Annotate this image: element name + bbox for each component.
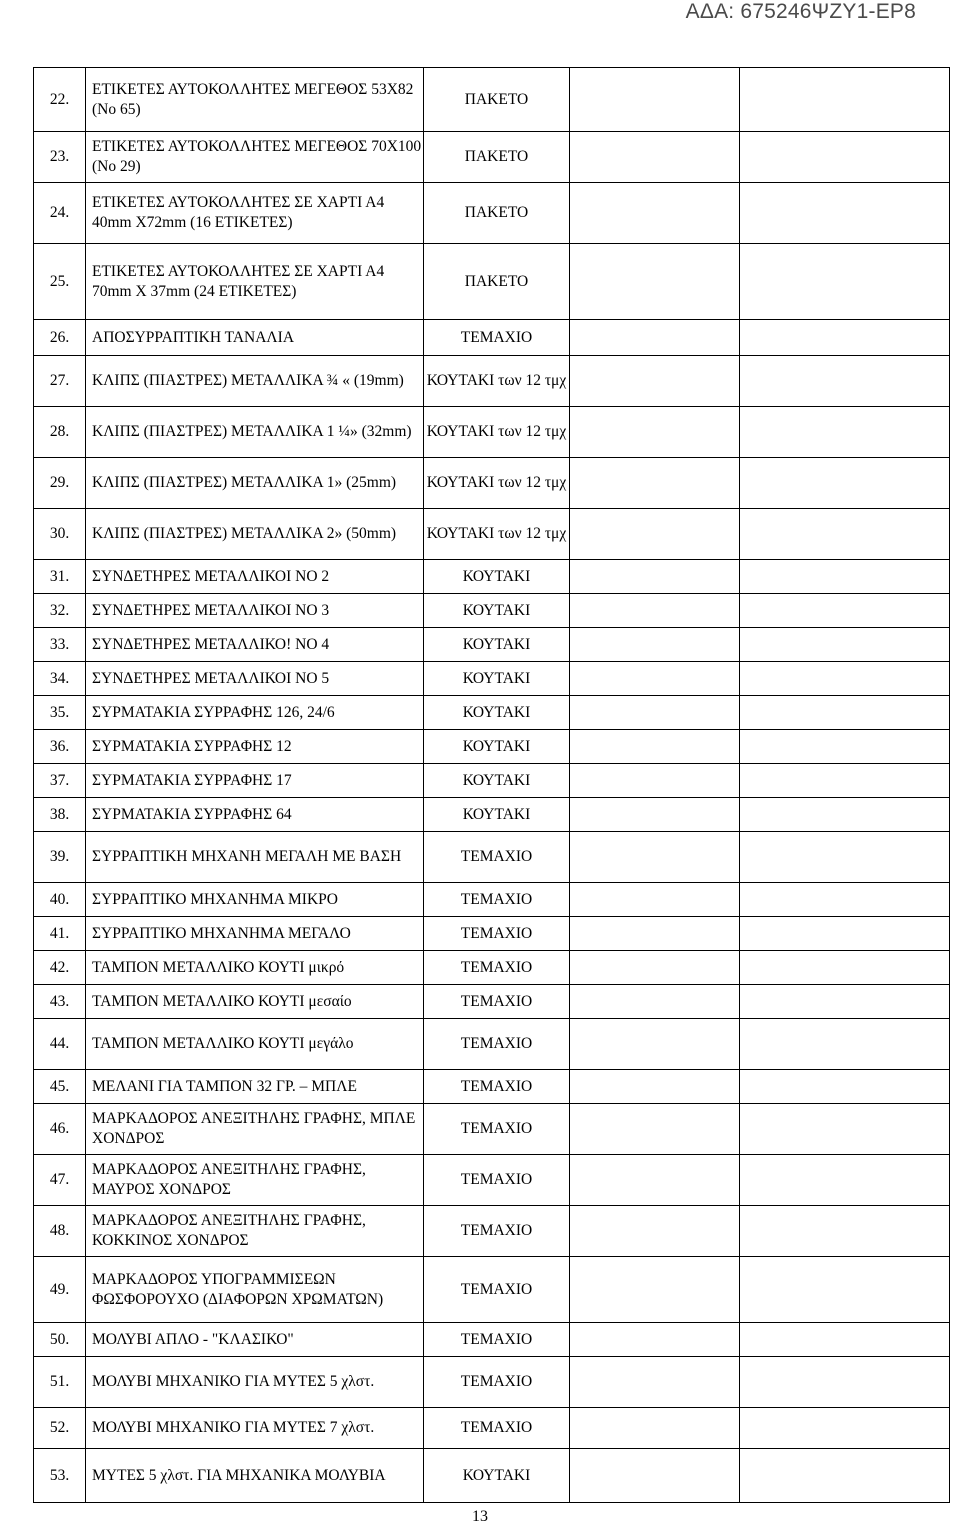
row-price xyxy=(740,1257,950,1323)
table-row xyxy=(34,917,950,951)
row-unit: ΠΑΚΕΤΟ xyxy=(424,132,570,183)
row-price xyxy=(740,832,950,883)
table-row xyxy=(34,132,950,183)
row-unit: ΚΟΥΤΑΚΙ xyxy=(424,730,570,764)
row-quantity xyxy=(570,183,740,244)
row-price xyxy=(740,730,950,764)
row-description: ΣΥΡΡΑΠΤΙΚΗ ΜΗΧΑΝΗ ΜΕΓΑΛΗ ΜΕ ΒΑΣΗ xyxy=(86,832,424,883)
table-row xyxy=(34,1019,950,1070)
row-quantity xyxy=(570,730,740,764)
table-row xyxy=(34,1206,950,1257)
row-description: ΜΟΛΥΒΙ ΜΗΧΑΝΙΚΟ ΓΙΑ ΜΥΤΕΣ 7 χλστ. xyxy=(86,1408,424,1449)
row-number: 27. xyxy=(34,356,86,407)
table-row xyxy=(34,832,950,883)
row-number: 45. xyxy=(34,1070,86,1104)
row-number: 48. xyxy=(34,1206,86,1257)
row-number: 23. xyxy=(34,132,86,183)
row-number: 35. xyxy=(34,696,86,730)
row-unit: ΤΕΜΑΧΙΟ xyxy=(424,1357,570,1408)
row-number: 39. xyxy=(34,832,86,883)
row-quantity xyxy=(570,798,740,832)
row-quantity xyxy=(570,560,740,594)
row-number: 33. xyxy=(34,628,86,662)
ada-code: ΑΔΑ: 675246ΨΖΥ1-ΕΡ8 xyxy=(685,0,916,23)
table-row xyxy=(34,320,950,356)
row-quantity xyxy=(570,1155,740,1206)
row-unit: ΤΕΜΑΧΙΟ xyxy=(424,832,570,883)
row-description: ΕΤΙΚΕΤΕΣ ΑΥΤΟΚΟΛΛΗΤΕΣ ΣΕ ΧΑΡΤΙ Α4 70mm X 37mm (24 ΕΤΙΚΕΤΕΣ) xyxy=(86,244,424,320)
row-number: 29. xyxy=(34,458,86,509)
row-quantity xyxy=(570,509,740,560)
row-description: ΣΥΡΜΑΤΑΚΙΑ ΣΥΡΡΑΦΗΣ 64 xyxy=(86,798,424,832)
row-number: 24. xyxy=(34,183,86,244)
row-description: ΣΥΡΜΑΤΑΚΙΑ ΣΥΡΡΑΦΗΣ 126, 24/6 xyxy=(86,696,424,730)
row-quantity xyxy=(570,320,740,356)
row-number: 52. xyxy=(34,1408,86,1449)
row-number: 51. xyxy=(34,1357,86,1408)
row-quantity xyxy=(570,1104,740,1155)
row-quantity xyxy=(570,594,740,628)
row-description: ΣΥΝΔΕΤΗΡΕΣ ΜΕΤΑΛΛΙΚΟΙ ΝΟ 3 xyxy=(86,594,424,628)
row-number: 47. xyxy=(34,1155,86,1206)
row-quantity xyxy=(570,132,740,183)
row-price xyxy=(740,1357,950,1408)
row-price xyxy=(740,883,950,917)
row-quantity xyxy=(570,696,740,730)
row-quantity xyxy=(570,1323,740,1357)
row-quantity xyxy=(570,917,740,951)
row-description: ΜΑΡΚΑΔΟΡΟΣ ΑΝΕΞΙΤΗΛΗΣ ΓΡΑΦΗΣ, ΚΟΚΚΙΝΟΣ ΧΟΝΔΡΟΣ xyxy=(86,1206,424,1257)
row-number: 25. xyxy=(34,244,86,320)
row-description: ΣΥΝΔΕΤΗΡΕΣ ΜΕΤΑΛΛΙΚΟΙ ΝΟ 5 xyxy=(86,662,424,696)
row-description: ΜΥΤΕΣ 5 χλστ. ΓΙΑ ΜΗΧΑΝΙΚΑ ΜΟΛΥΒΙΑ xyxy=(86,1449,424,1503)
row-unit: ΚΟΥΤΑΚΙ xyxy=(424,798,570,832)
row-price xyxy=(740,1070,950,1104)
row-price xyxy=(740,1206,950,1257)
table-row xyxy=(34,730,950,764)
row-unit: ΤΕΜΑΧΙΟ xyxy=(424,1408,570,1449)
row-price xyxy=(740,917,950,951)
row-quantity xyxy=(570,1408,740,1449)
row-price xyxy=(740,509,950,560)
row-quantity xyxy=(570,1206,740,1257)
table-row xyxy=(34,985,950,1019)
row-price xyxy=(740,560,950,594)
row-unit: ΚΟΥΤΑΚΙ xyxy=(424,560,570,594)
row-unit: ΚΟΥΤΑΚΙ xyxy=(424,764,570,798)
row-description: ΜΕΛΑΝΙ ΓΙΑ ΤΑΜΠΟΝ 32 ΓΡ. – ΜΠΛΕ xyxy=(86,1070,424,1104)
row-unit: ΤΕΜΑΧΙΟ xyxy=(424,883,570,917)
row-quantity xyxy=(570,244,740,320)
row-description: ΑΠΟΣΥΡΡΑΠΤΙΚΗ ΤΑΝΑΛΙΑ xyxy=(86,320,424,356)
table-row xyxy=(34,628,950,662)
table-row xyxy=(34,244,950,320)
row-unit: ΤΕΜΑΧΙΟ xyxy=(424,985,570,1019)
table-row xyxy=(34,1408,950,1449)
row-quantity xyxy=(570,1257,740,1323)
row-price xyxy=(740,1449,950,1503)
row-unit: ΚΟΥΤΑΚΙ xyxy=(424,696,570,730)
row-unit: ΚΟΥΤΑΚΙ των 12 τμχ xyxy=(424,458,570,509)
row-price xyxy=(740,798,950,832)
row-description: ΚΛΙΠΣ (ΠΙΑΣΤΡΕΣ) ΜΕΤΑΛΛΙΚΑ ¾ « (19mm) xyxy=(86,356,424,407)
page-number: 13 xyxy=(472,1508,488,1525)
row-number: 44. xyxy=(34,1019,86,1070)
row-description: ΚΛΙΠΣ (ΠΙΑΣΤΡΕΣ) ΜΕΤΑΛΛΙΚΑ 1 ¼» (32mm) xyxy=(86,407,424,458)
row-quantity xyxy=(570,356,740,407)
row-number: 50. xyxy=(34,1323,86,1357)
row-description: ΣΥΝΔΕΤΗΡΕΣ ΜΕΤΑΛΛΙΚΟΙ ΝΟ 2 xyxy=(86,560,424,594)
row-price xyxy=(740,696,950,730)
row-price xyxy=(740,764,950,798)
row-description: ΣΥΡΜΑΤΑΚΙΑ ΣΥΡΡΑΦΗΣ 17 xyxy=(86,764,424,798)
row-quantity xyxy=(570,68,740,132)
row-price xyxy=(740,594,950,628)
row-description: ΜΑΡΚΑΔΟΡΟΣ ΑΝΕΞΙΤΗΛΗΣ ΓΡΑΦΗΣ, ΜΑΥΡΟΣ ΧΟΝΔΡΟΣ xyxy=(86,1155,424,1206)
row-unit: ΠΑΚΕΤΟ xyxy=(424,68,570,132)
row-description: ΜΑΡΚΑΔΟΡΟΣ ΑΝΕΞΙΤΗΛΗΣ ΓΡΑΦΗΣ, ΜΠΛΕ ΧΟΝΔΡΟΣ xyxy=(86,1104,424,1155)
row-price xyxy=(740,356,950,407)
row-number: 37. xyxy=(34,764,86,798)
row-price xyxy=(740,1408,950,1449)
row-number: 49. xyxy=(34,1257,86,1323)
row-unit: ΚΟΥΤΑΚΙ xyxy=(424,1449,570,1503)
table-row xyxy=(34,662,950,696)
row-price xyxy=(740,951,950,985)
row-unit: ΤΕΜΑΧΙΟ xyxy=(424,1257,570,1323)
row-price xyxy=(740,244,950,320)
table-row xyxy=(34,509,950,560)
row-quantity xyxy=(570,764,740,798)
table-row xyxy=(34,356,950,407)
row-price xyxy=(740,132,950,183)
row-quantity xyxy=(570,1357,740,1408)
table-row xyxy=(34,594,950,628)
table-row xyxy=(34,764,950,798)
row-number: 32. xyxy=(34,594,86,628)
row-description: ΣΥΡΡΑΠΤΙΚΟ ΜΗΧΑΝΗΜΑ ΜΕΓΑΛΟ xyxy=(86,917,424,951)
row-unit: ΚΟΥΤΑΚΙ xyxy=(424,662,570,696)
row-number: 30. xyxy=(34,509,86,560)
row-unit: ΤΕΜΑΧΙΟ xyxy=(424,320,570,356)
row-price xyxy=(740,662,950,696)
table-row xyxy=(34,68,950,132)
row-price xyxy=(740,1323,950,1357)
row-price xyxy=(740,628,950,662)
row-number: 36. xyxy=(34,730,86,764)
row-description: ΤΑΜΠΟΝ ΜΕΤΑΛΛΙΚΟ ΚΟΥΤΙ μεγάλο xyxy=(86,1019,424,1070)
table-row xyxy=(34,1357,950,1408)
row-price xyxy=(740,320,950,356)
row-description: ΚΛΙΠΣ (ΠΙΑΣΤΡΕΣ) ΜΕΤΑΛΛΙΚΑ 1» (25mm) xyxy=(86,458,424,509)
row-unit: ΤΕΜΑΧΙΟ xyxy=(424,951,570,985)
row-unit: ΚΟΥΤΑΚΙ των 12 τμχ xyxy=(424,356,570,407)
row-number: 31. xyxy=(34,560,86,594)
row-quantity xyxy=(570,832,740,883)
row-unit: ΤΕΜΑΧΙΟ xyxy=(424,1323,570,1357)
row-quantity xyxy=(570,985,740,1019)
row-unit: ΠΑΚΕΤΟ xyxy=(424,183,570,244)
table-row xyxy=(34,407,950,458)
row-quantity xyxy=(570,1019,740,1070)
row-number: 43. xyxy=(34,985,86,1019)
row-price xyxy=(740,68,950,132)
row-number: 40. xyxy=(34,883,86,917)
row-unit: ΤΕΜΑΧΙΟ xyxy=(424,917,570,951)
row-number: 53. xyxy=(34,1449,86,1503)
row-unit: ΚΟΥΤΑΚΙ των 12 τμχ xyxy=(424,407,570,458)
row-unit: ΤΕΜΑΧΙΟ xyxy=(424,1155,570,1206)
row-price xyxy=(740,1104,950,1155)
row-unit: ΠΑΚΕΤΟ xyxy=(424,244,570,320)
row-price xyxy=(740,407,950,458)
row-unit: ΤΕΜΑΧΙΟ xyxy=(424,1104,570,1155)
row-description: ΕΤΙΚΕΤΕΣ ΑΥΤΟΚΟΛΛΗΤΕΣ ΣΕ ΧΑΡΤΙ Α4 40mm X72mm (16 ΕΤΙΚΕΤΕΣ) xyxy=(86,183,424,244)
row-description: ΤΑΜΠΟΝ ΜΕΤΑΛΛΙΚΟ ΚΟΥΤΙ μικρό xyxy=(86,951,424,985)
row-description: ΕΤΙΚΕΤΕΣ ΑΥΤΟΚΟΛΛΗΤΕΣ ΜΕΓΕΘΟΣ 53Χ82 (Νο 65) xyxy=(86,68,424,132)
table-row xyxy=(34,951,950,985)
row-unit: ΤΕΜΑΧΙΟ xyxy=(424,1019,570,1070)
row-description: ΣΥΡΡΑΠΤΙΚΟ ΜΗΧΑΝΗΜΑ ΜΙΚΡΟ xyxy=(86,883,424,917)
row-quantity xyxy=(570,407,740,458)
row-unit: ΤΕΜΑΧΙΟ xyxy=(424,1206,570,1257)
row-description: ΣΥΡΜΑΤΑΚΙΑ ΣΥΡΡΑΦΗΣ 12 xyxy=(86,730,424,764)
row-number: 42. xyxy=(34,951,86,985)
table-row xyxy=(34,1257,950,1323)
row-description: ΤΑΜΠΟΝ ΜΕΤΑΛΛΙΚΟ ΚΟΥΤΙ μεσαίο xyxy=(86,985,424,1019)
table-row xyxy=(34,696,950,730)
table-row xyxy=(34,1323,950,1357)
table-row xyxy=(34,1070,950,1104)
row-price xyxy=(740,985,950,1019)
row-unit: ΚΟΥΤΑΚΙ xyxy=(424,628,570,662)
row-number: 34. xyxy=(34,662,86,696)
row-unit: ΤΕΜΑΧΙΟ xyxy=(424,1070,570,1104)
table-row xyxy=(34,798,950,832)
items-table xyxy=(33,67,950,1503)
row-number: 41. xyxy=(34,917,86,951)
row-description: ΚΛΙΠΣ (ΠΙΑΣΤΡΕΣ) ΜΕΤΑΛΛΙΚΑ 2» (50mm) xyxy=(86,509,424,560)
table-row xyxy=(34,560,950,594)
row-number: 38. xyxy=(34,798,86,832)
row-quantity xyxy=(570,1070,740,1104)
row-unit: ΚΟΥΤΑΚΙ των 12 τμχ xyxy=(424,509,570,560)
row-description: ΜΟΛΥΒΙ ΜΗΧΑΝΙΚΟ ΓΙΑ ΜΥΤΕΣ 5 χλστ. xyxy=(86,1357,424,1408)
table-row xyxy=(34,458,950,509)
row-quantity xyxy=(570,951,740,985)
row-quantity xyxy=(570,1449,740,1503)
table-row xyxy=(34,883,950,917)
row-description: ΕΤΙΚΕΤΕΣ ΑΥΤΟΚΟΛΛΗΤΕΣ ΜΕΓΕΘΟΣ 70Χ100 (Νο 29) xyxy=(86,132,424,183)
row-price xyxy=(740,1155,950,1206)
table-row xyxy=(34,183,950,244)
row-unit: ΚΟΥΤΑΚΙ xyxy=(424,594,570,628)
row-quantity xyxy=(570,883,740,917)
row-description: ΜΟΛΥΒΙ ΑΠΛΟ - "ΚΛΑΣΙΚΟ" xyxy=(86,1323,424,1357)
row-price xyxy=(740,458,950,509)
table-row xyxy=(34,1155,950,1206)
row-description: ΜΑΡΚΑΔΟΡΟΣ ΥΠΟΓΡΑΜΜΙΣΕΩΝ ΦΩΣΦΟΡΟΥΧΟ (ΔΙΑΦΟΡΩΝ ΧΡΩΜΑΤΩΝ) xyxy=(86,1257,424,1323)
row-price xyxy=(740,1019,950,1070)
row-price xyxy=(740,183,950,244)
row-number: 26. xyxy=(34,320,86,356)
row-number: 46. xyxy=(34,1104,86,1155)
row-quantity xyxy=(570,662,740,696)
table-row xyxy=(34,1449,950,1503)
row-quantity xyxy=(570,458,740,509)
table-row xyxy=(34,1104,950,1155)
row-description: ΣΥΝΔΕΤΗΡΕΣ ΜΕΤΑΛΛΙΚΟ! ΝΟ 4 xyxy=(86,628,424,662)
row-quantity xyxy=(570,628,740,662)
row-number: 28. xyxy=(34,407,86,458)
row-number: 22. xyxy=(34,68,86,132)
